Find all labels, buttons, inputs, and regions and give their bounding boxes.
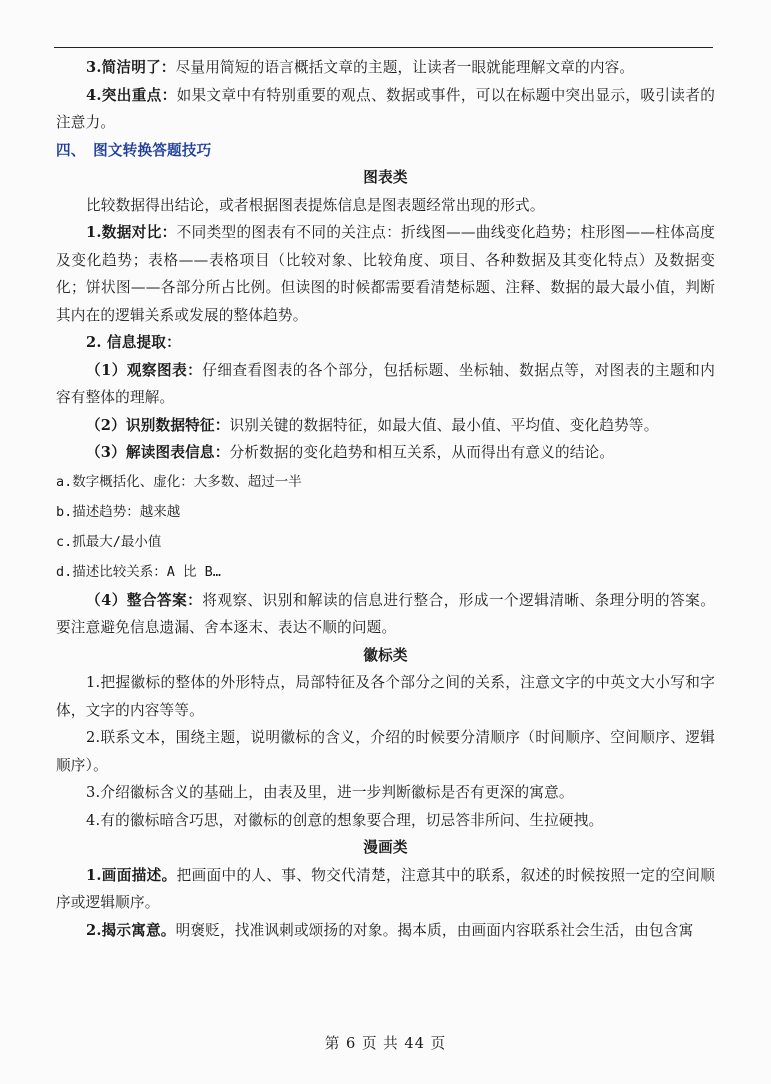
point-3-label: 3.简洁明了： xyxy=(86,59,176,76)
chart-step-1 xyxy=(56,357,715,412)
chart-step-3-text: 分析数据的变化趋势和相互关系，从而得出有意义的结论。 xyxy=(229,444,615,461)
page-number-footer: 第 6 页 共 44 页 xyxy=(324,1035,447,1052)
handwritten-note-b: b.描述趋势：越来越 xyxy=(56,503,181,520)
chart-point-2-label: 2. 信息提取： xyxy=(86,334,181,351)
chart-step-2 xyxy=(56,412,715,440)
emblem-item-3: 3.介绍徽标含义的基础上，由表及里，进一步判断徽标是否有更深的寓意。 xyxy=(86,784,574,801)
point-4-text: 如果文章中有特别重要的观点、数据或事件，可以在标题中突出显示，吸引读者的注意力。 xyxy=(56,86,715,131)
comic-section-title: 漫画类 xyxy=(363,839,408,856)
page-content xyxy=(56,54,715,944)
chart-step-2-text: 识别关键的数据特征，如最大值、最小值、平均值、变化趋势等。 xyxy=(229,416,659,434)
chart-step-4 xyxy=(56,587,715,642)
emblem-item-4: 4.有的徽标暗含巧思，对徽标的创意的想象要合理，切忌答非所问、生拉硬拽。 xyxy=(86,811,604,829)
comic-point-1-label: 1.画面描述。 xyxy=(86,866,177,884)
emblem-item-1: 1.把握徽标的整体的外形特点，局部特征及各个部分之间的关系，注意文字的中英文大小写和字体，文字的内容等等。 xyxy=(56,674,715,719)
point-3-paragraph xyxy=(56,54,715,82)
comic-point-2-text: 明褒贬，找准讽刺或颂扬的对象。揭本质，由画面内容联系社会生活，由包含寓 xyxy=(175,921,694,939)
handwritten-note-d: d.描述比较关系：A 比 B… xyxy=(56,563,221,580)
chart-point-1 xyxy=(56,219,715,329)
point-3-text: 尽量用简短的语言概括文章的主题，让读者一眼就能理解文章的内容。 xyxy=(175,59,635,76)
chart-point-1-text: 不同类型的图表有不同的关注点：折线图——曲线变化趋势；柱形图——柱体高度及变化趋势；表格——表格项目（比较对象、比较角度、项目、各种数据及其变化特点）及数据变化；饼状图——各部分所占比例。但读图的时候都需要看清楚标题、注释、数据的最大最小值，判断其内在的逻辑关系或发展的整体趋势。 xyxy=(56,224,715,324)
chart-point-1-label: 1.数据对比： xyxy=(86,224,177,241)
chart-step-1-label: （1）观察图表： xyxy=(86,361,203,379)
emblem-section-title: 徽标类 xyxy=(363,646,408,664)
comic-point-1-text: 把画面中的人、事、物交代清楚，注意其中的联系，叙述的时候按照一定的空间顺序或逻辑顺序。 xyxy=(56,866,715,911)
section-heading-4: 四、 图文转换答题技巧 xyxy=(56,141,212,159)
chart-intro: 比较数据得出结论，或者根据图表提炼信息是图表题经常出现的形式。 xyxy=(86,196,545,214)
chart-step-3-label: （3）解读图表信息： xyxy=(86,444,230,461)
comic-point-2-label: 2.揭示寓意。 xyxy=(86,921,176,939)
handwritten-note-a: a.数字概括化、虚化：大多数、超过一半 xyxy=(56,473,302,490)
comic-point-1 xyxy=(56,862,715,917)
chart-section-title: 图表类 xyxy=(363,169,408,186)
point-4-paragraph xyxy=(56,82,715,137)
chart-step-2-label: （2）识别数据特征： xyxy=(86,416,230,434)
comic-point-2 xyxy=(56,917,715,945)
chart-step-4-label: （4）整合答案： xyxy=(86,591,203,609)
chart-step-1-text: 仔细查看图表的各个部分，包括标题、坐标轴、数据点等，对图表的主题和内容有整体的理解。 xyxy=(56,361,715,406)
chart-step-3 xyxy=(56,439,715,467)
emblem-item-2: 2.联系文本，围绕主题，说明徽标的含义，介绍的时候要分清顺序（时间顺序、空间顺序、逻辑顺序）。 xyxy=(56,729,715,774)
handwritten-note-c: c.抓最大/最小值 xyxy=(56,533,162,550)
point-4-label: 4.突出重点： xyxy=(86,86,177,104)
chart-step-4-text: 将观察、识别和解读的信息进行整合，形成一个逻辑清晰、条理分明的答案。要注意避免信息遗漏、舍本逐末、表达不顺的问题。 xyxy=(56,591,715,636)
header-rule xyxy=(54,47,713,48)
